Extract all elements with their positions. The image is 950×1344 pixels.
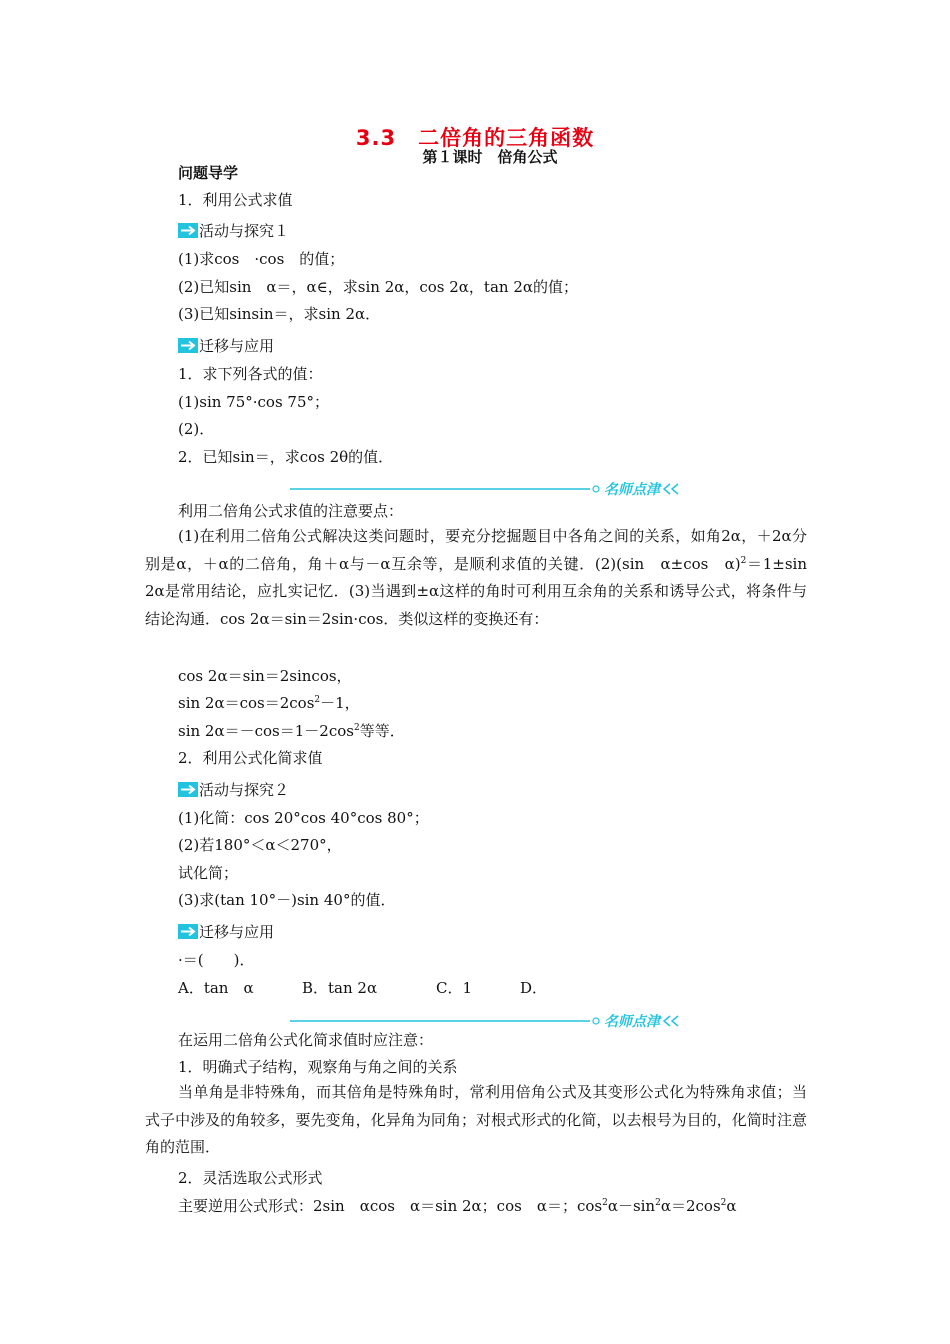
option-d: D． [520,979,548,997]
part2-options [178,978,547,998]
page-title: 3.3 二倍角的三角函数 [355,126,595,150]
part2-q2b: 试化简； [178,864,239,882]
part2-heading: 2．利用公式化简求值 [178,749,323,767]
option-a: A．tan α [178,979,254,997]
activity-2-label: 活动与探究２ [199,781,290,799]
note1-heading: 利用二倍角公式求值的注意要点： [178,502,404,520]
note2-point-1-body: 当单角是非特殊角，而其倍角是特殊角时，常利用倍角公式及其变形公式化为特殊角求值；当式子中涉及的角较多，要先变角，化异角为同角；对根式形式的化简，以去根号为目的，化简时注意角的范围． [145,1083,807,1156]
note1-formula-3: $\sin 2\alpha=-\cos=1-2\cos^2$等等． [178,722,405,740]
arrow-icon [178,782,198,797]
part2-q3: (3)求(tan 10°－)sin 40°的值． [178,891,396,909]
note1-formula-2: $\sin 2\alpha=\cos=2\cos^2-1$， [178,694,360,712]
arrow-icon [178,223,198,238]
note2-point-2-body: 主要逆用公式形式：2sin αcos α＝sin 2α；cos α＝；$\cos^2\alpha-\sin^2\alpha=2\cos^2\alpha$ [178,1197,737,1215]
note1-formula-1: cos 2α＝sin＝2sincos， [178,667,352,685]
activity-1-label: 活动与探究１ [199,222,290,240]
option-b: B．tan 2α [302,979,378,997]
part2-t1: ·＝( )． [178,951,255,969]
note2-heading: 在运用二倍角公式化简求值时应注意： [178,1031,434,1049]
part1-t1a: (1)sin 75°·cos 75°； [178,393,330,411]
divider-2 [290,1011,694,1031]
activity-2 [178,780,289,800]
divider-label: 名师点津 [604,1014,660,1030]
part1-t2: 2．已知sin＝，求cos 2θ的值． [178,448,394,466]
section-heading: 问题导学 [178,164,239,182]
transfer-2-label: 迁移与应用 [199,923,275,941]
transfer-1-label: 迁移与应用 [199,337,275,355]
page-subtitle: 第１课时 倍角公式 [422,148,558,166]
part1-q2: (2)已知sin α＝，α∈，求sin 2α，cos 2α，tan 2α的值； [178,278,579,296]
note2-point-1: 1．明确式子结构，观察角与角之间的关系 [178,1058,458,1076]
arrow-icon [178,338,198,353]
divider-1 [290,479,694,499]
transfer-2 [178,922,274,942]
part1-q1: (1)求cos ·cos 的值； [178,250,345,268]
note1-body: (1)在利用二倍角公式解决这类问题时，要充分挖掘题目中各角之间的关系，如角2α，＋2α分别是α，＋α的二倍角，角＋α与－α互余等，是顺利求值的关键．(2)(sin α±cos α)$^2$＝1±sin 2α是常用结论，应扎实记忆．(3)当遇到±α这样的角时可利用互余角的关系和诱导公式，将条件与结论沟通．cos 2α＝sin＝2sin·cos．类似这样的变换还有： [145,527,807,628]
arrow-icon [178,924,198,939]
transfer-1 [178,336,274,356]
option-c: C．1 [436,979,473,997]
part1-heading: 1．利用公式求值 [178,191,293,209]
note2-point-2: 2．灵活选取公式形式 [178,1169,323,1187]
part1-q3: (3)已知sinsin＝，求sin 2α． [178,305,381,323]
part1-t1: 1．求下列各式的值： [178,365,323,383]
activity-1 [178,221,289,241]
part2-q1: (1)化简：cos 20°cos 40°cos 80°； [178,809,429,827]
part1-t1b: (2)． [178,420,215,438]
part2-q2: (2)若180°＜α＜270°， [178,836,342,854]
divider-label: 名师点津 [604,482,660,498]
